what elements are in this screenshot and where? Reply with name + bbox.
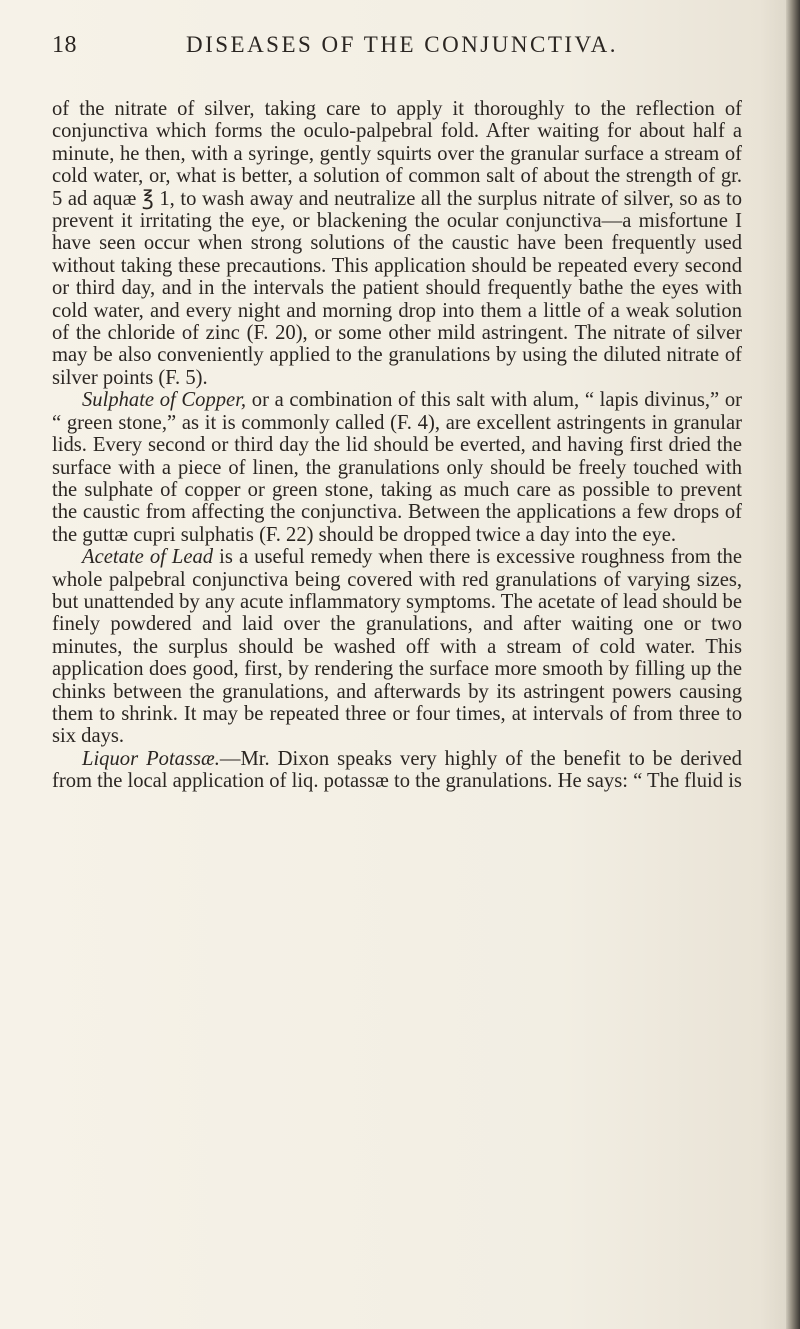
paragraph-lead: Sulphate of Copper, (82, 389, 247, 412)
paragraph-text: or a combination of this salt with alum, “ lapis divinus,” or “ green stone,” as it is commonly called (F. 4), are excellent astringents in granular lids. Every second or third day the lid should be everted, and having first dried the surface with a piece of linen, the granulations only should be freely touched with the sulphate of copper or green stone, taking as much care as possible to prevent the caustic from affecting the conjunctiva. Between the applications a few drops of the guttæ cupri sulphatis (F. 22) should be dropped twice a day into the eye. (52, 389, 742, 546)
page-number: 18 (52, 32, 77, 58)
page-header (52, 32, 752, 72)
paragraph-acetate-of-lead (52, 546, 742, 748)
paragraph-text: —Mr. Dixon speaks very highly of the benefit to be derived from the local application of liq. potassæ to the granulations. He says: “ The fluid is (52, 747, 742, 793)
paragraph-sulphate-of-copper (52, 389, 742, 546)
paragraph-lead: Liquor Potassæ. (82, 747, 220, 770)
page-edge-shadow (786, 0, 800, 1329)
paragraph-continuation (52, 98, 742, 389)
body-text (52, 98, 742, 793)
paragraph-liquor-potassae (52, 748, 742, 793)
paragraph-text: is a useful remedy when there is excessive roughness from the whole palpebral conjunctiva being covered with red granulations of varying sizes, but unattended by any acute inflammatory symptoms. The acetate of lead should be finely powdered and laid over the granulations, and after waiting one or two minutes, the surplus should be washed off with a stream of cold water. This application does good, first, by rendering the surface more smooth by filling up the chinks between the granulations, and afterwards by its astringent powers causing them to shrink. It may be repeated three or four times, at intervals of from three to six days. (52, 546, 742, 748)
running-head: DISEASES OF THE CONJUNCTIVA. (185, 32, 619, 57)
paragraph-text: of the nitrate of silver, taking care to apply it thoroughly to the reflection of conjunctiva which forms the oculo-palpebral fold. After waiting for about half a minute, he then, with a syringe, gently squirts over the granular surface a stream of cold water, or, what is better, a solution of common salt of about the strength of gr. 5 ad aquæ ℥ 1, to wash away and neutralize all the surplus nitrate of silver, so as to prevent it irritating the eye, or blackening the ocular conjunctiva—a misfortune I have seen occur when strong solutions of the caustic have been frequently used without taking these precautions. This application should be repeated every second or third day, and in the intervals the patient should frequently bathe the eyes with cold water, and every night and morning drop into them a little of a weak solution of the chloride of zinc (F. 20), or some other mild astringent. The nitrate of silver may be also conveniently applied to the granulations by using the diluted nitrate of silver points (F. 5). (52, 98, 742, 389)
paragraph-lead: Acetate of Lead (82, 546, 214, 569)
